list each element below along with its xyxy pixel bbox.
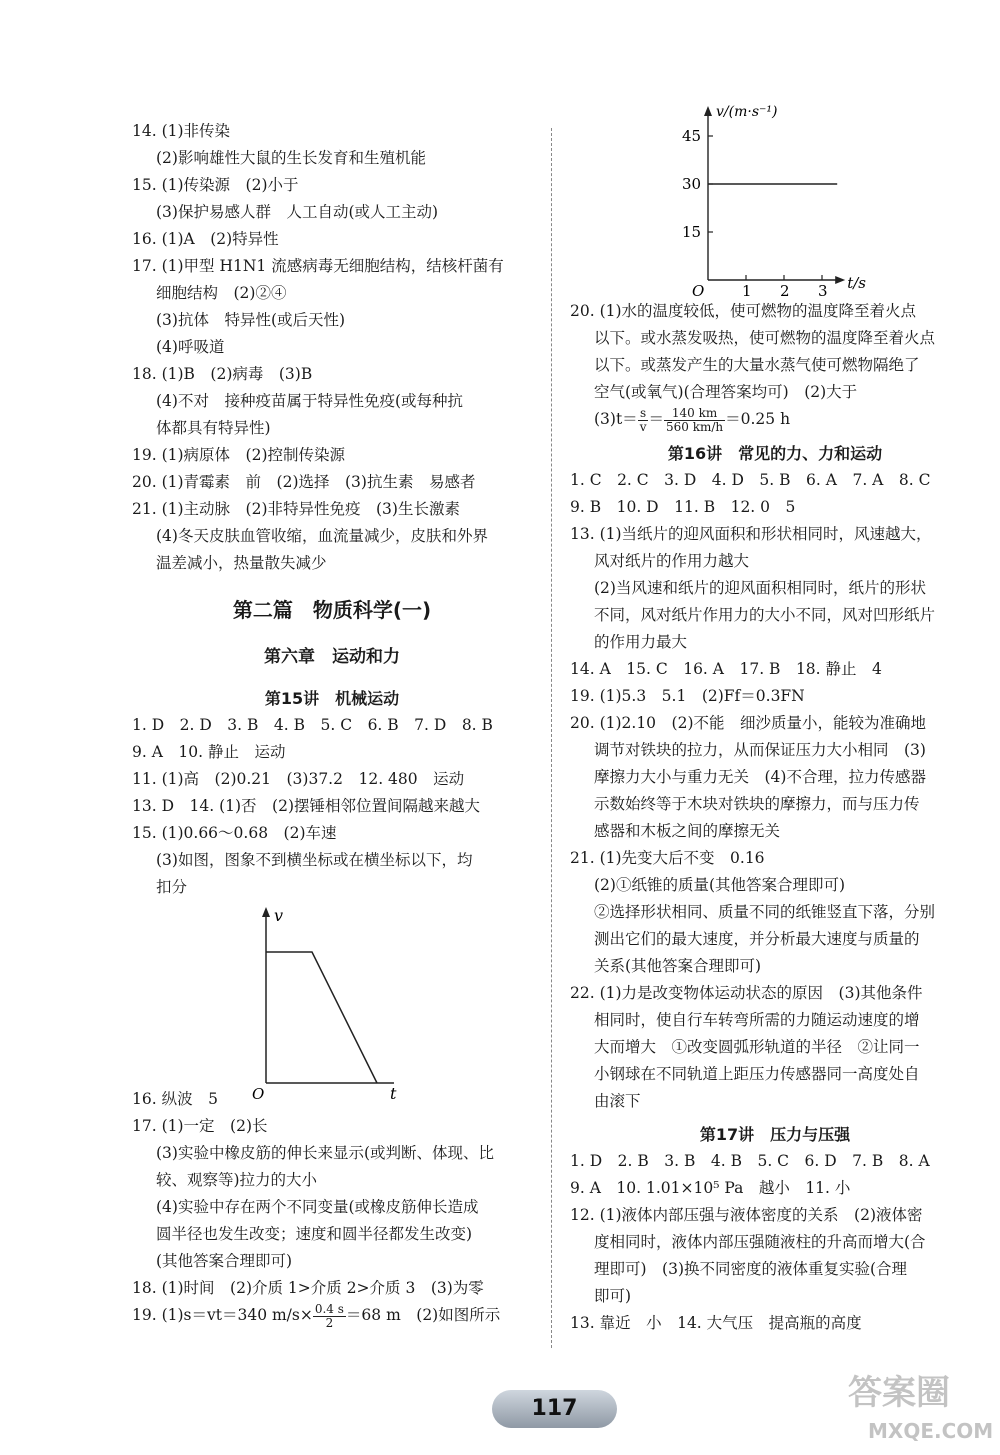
part-title: 第二篇 物质科学(一) — [232, 598, 432, 622]
answer-line: 20. (1)青霉素 前 (2)选择 (3)抗生素 易感者 — [132, 473, 476, 491]
y-axis-label: v/(m·s⁻¹) — [716, 104, 778, 120]
q20-3-eq: ＝ — [648, 410, 664, 428]
chapter-title: 第六章 运动和力 — [264, 647, 400, 667]
x-tick-label: 2 — [780, 282, 790, 300]
answer-line: 17. (1)一定 (2)长 — [132, 1117, 268, 1135]
answer-line: 17. (1)甲型 H1N1 流感病毒无细胞结构，结核杆菌有 — [132, 257, 504, 275]
answer-line: 摩擦力大小与重力无关 (4)不合理，拉力传感器 — [594, 767, 926, 786]
vt-x-label: t — [390, 1084, 397, 1103]
answer-line: ②选择形状相同、质量不同的纸锥竖直下落，分别 — [594, 902, 936, 921]
answer-line: 体都具有特异性) — [156, 419, 271, 437]
answer-line: (4)实验中存在两个不同变量(或橡皮筋伸长造成 — [156, 1198, 479, 1216]
svg-text:MXQE.COM: MXQE.COM — [868, 1419, 994, 1443]
answer-line: 细胞结构 (2)②④ — [156, 284, 287, 302]
answer-line: 20. (1)水的温度较低，使可燃物的温度降至着火点 — [570, 302, 917, 320]
x-axis-label: t/s — [847, 274, 866, 292]
answer-line: 即可) — [594, 1286, 632, 1305]
answer-line: 圆半径也发生改变；速度和圆半径都发生改变) — [156, 1225, 473, 1243]
answer-line: 1. C 2. C 3. D 4. D 5. B 6. A 7. A 8. C — [570, 470, 931, 489]
speed-chart-svg — [570, 104, 980, 300]
answer-line: 扣分 — [156, 878, 188, 896]
answer-line: 9. B 10. D 11. B 12. 0 5 — [570, 497, 796, 516]
x-tick-label: 1 — [742, 282, 752, 300]
answer-line: 13. (1)当纸片的迎风面积和形状相同时，风速越大， — [570, 524, 932, 543]
lecture-title: 第16讲 常见的力、力和运动 — [667, 443, 883, 463]
answer-line: 16. (1)A (2)特异性 — [132, 230, 279, 248]
answer-line: 调节对铁块的拉力，从而保证压力大小相同 (3) — [594, 740, 926, 759]
origin-label: O — [692, 282, 705, 300]
answer-line: 1. D 2. D 3. B 4. B 5. C 6. B 7. D 8. B — [132, 716, 493, 734]
x-arrow-icon — [835, 276, 845, 284]
answer-line: (2)当风速和纸片的迎风面积相同时，纸片的形状 — [594, 578, 926, 597]
q19-fraction — [313, 1303, 346, 1330]
answer-line: 较、观察等)拉力的大小 — [156, 1171, 318, 1189]
q20-3-frac1 — [638, 407, 649, 434]
answer-line: (其他答案合理即可) — [156, 1252, 293, 1270]
answer-line: 14. (1)非传染 — [132, 122, 231, 140]
answer-line: (4)呼吸道 — [156, 338, 225, 356]
answer-line: 13. D 14. (1)否 (2)摆锤相邻位置间隔越来越大 — [132, 797, 480, 815]
answer-line: 理即可) (3)换不同密度的液体重复实验(合理 — [594, 1259, 908, 1278]
right-column — [570, 104, 980, 1337]
answer-line: 大而增大 ①改变圆弧形轨道的半径 ②让同一 — [594, 1037, 920, 1056]
frac2-den: 560 km/h — [665, 419, 724, 434]
answer-line: (3)保护易感人群 人工自动(或人工主动) — [156, 203, 439, 221]
answer-line: 空气(或氧气)(合理答案均可) (2)大于 — [594, 383, 858, 401]
answer-line: 以下。或蒸发产生的大量水蒸气使可燃物隔绝了 — [594, 356, 920, 374]
svg-text:答案圈: 答案圈 — [848, 1373, 950, 1413]
answer-line: (3)抗体 特异性(或后天性) — [156, 311, 346, 329]
answer-line: 示数始终等于木块对铁块的摩擦力，而与压力传 — [594, 794, 920, 813]
y-arrow-icon — [262, 907, 270, 917]
answer-line: 12. (1)液体内部压强与液体密度的关系 (2)液体密 — [570, 1205, 923, 1224]
q19-den: 2 — [325, 1315, 334, 1330]
q19-prefix: 19. (1)s＝vt＝340 m/s× — [132, 1306, 313, 1324]
y-tick-label: 45 — [682, 127, 702, 145]
column-divider — [551, 128, 552, 1348]
answer-line: 测出它们的最大速度，并分析最大速度与质量的 — [594, 929, 920, 948]
answer-line: 19. (1)5.3 5.1 (2)Ff＝0.3FN — [570, 686, 805, 705]
answer-line: 9. A 10. 静止 运动 — [132, 743, 286, 761]
answer-line: (3)如图，图象不到横坐标或在横坐标以下，均 — [156, 851, 473, 869]
answer-line: 13. 靠近 小 14. 大气压 提高瓶的高度 — [570, 1313, 862, 1332]
answer-line: 由滚下 — [594, 1091, 641, 1110]
q20-3-prefix: (3)t＝ — [594, 410, 638, 428]
page-number: 117 — [492, 1390, 617, 1428]
answer-line: 风对纸片的作用力越大 — [594, 551, 750, 570]
answer-line: (4)不对 接种疫苗属于特异性免疫(或每种抗 — [156, 392, 464, 410]
answer-line: 16. 纵波 5 — [132, 1090, 218, 1108]
q19-suffix: ＝68 m (2)如图所示 — [345, 1306, 501, 1324]
speed-chart — [570, 104, 980, 300]
answer-line: (3)实验中橡皮筋的伸长来显示(或判断、体现、比 — [156, 1144, 495, 1162]
y-arrow-icon — [704, 106, 712, 116]
vt-y-label: v — [274, 906, 284, 925]
answer-line: 以下。或水蒸发吸热，使可燃物的温度降至着火点 — [594, 329, 936, 347]
left-column — [132, 118, 532, 1330]
vt-origin: O — [252, 1085, 265, 1103]
answer-line: (2)影响雄性大鼠的生长发育和生殖机能 — [156, 149, 426, 167]
q20-3-frac2 — [664, 407, 725, 434]
answer-line: (2)①纸锥的质量(其他答案合理即可) — [594, 875, 846, 894]
answer-line: 不同，风对纸片作用力的大小不同，风对凹形纸片 — [594, 605, 936, 624]
answer-line: 15. (1)传染源 (2)小于 — [132, 176, 299, 194]
answer-line: 22. (1)力是改变物体运动状态的原因 (3)其他条件 — [570, 983, 923, 1002]
answer-line: 14. A 15. C 16. A 17. B 18. 静止 4 — [570, 659, 882, 678]
frac2-num: 140 km — [664, 407, 725, 421]
answer-line-q20-3 — [570, 406, 980, 434]
watermark-logo — [840, 1360, 994, 1445]
answer-line: 的作用力最大 — [594, 632, 688, 651]
answer-line: (4)冬天皮肤血管收缩，血流量减少，皮肤和外界 — [156, 527, 488, 545]
lecture-title: 第15讲 机械运动 — [264, 689, 400, 708]
answer-line: 21. (1)主动脉 (2)非特异性免疫 (3)生长激素 — [132, 500, 460, 518]
answer-line: 19. (1)病原体 (2)控制传染源 — [132, 446, 345, 464]
x-tick-label: 3 — [818, 282, 828, 300]
answer-line: 度相同时，液体内部压强随液柱的升高而增大(合 — [594, 1232, 926, 1251]
answer-line: 20. (1)2.10 (2)不能 细沙质量小，能较为准确地 — [570, 713, 927, 732]
answer-line: 感器和木板之间的摩擦无关 — [594, 821, 781, 840]
answer-line: 小钢球在不同轨道上距压力传感器同一高度处自 — [594, 1064, 920, 1083]
answer-line: 温差减小，热量散失减少 — [156, 554, 327, 572]
lecture-title: 第17讲 压力与压强 — [699, 1124, 851, 1144]
answer-line: 21. (1)先变大后不变 0.16 — [570, 848, 765, 867]
y-tick-label: 15 — [682, 223, 702, 241]
answer-line: 1. D 2. B 3. B 4. B 5. C 6. D 7. B 8. A — [570, 1151, 930, 1170]
answer-line: 15. (1)0.66～0.68 (2)车速 — [132, 824, 337, 842]
q20-3-suffix: ＝0.25 h — [725, 410, 791, 428]
answer-line: 11. (1)高 (2)0.21 (3)37.2 12. 480 运动 — [132, 770, 465, 788]
vt-curve — [266, 952, 377, 1083]
answer-line: 9. A 10. 1.01×10⁵ Pa 越小 11. 小 — [570, 1178, 851, 1197]
answer-line-q19 — [132, 1302, 532, 1330]
q19-num: 0.4 s — [314, 1301, 344, 1316]
frac1-den: v — [639, 419, 647, 434]
y-tick-label: 30 — [682, 175, 702, 193]
answer-line: 相同时，使自行车转弯所需的力随运动速度的增 — [594, 1010, 920, 1029]
frac1-num: s — [638, 407, 649, 421]
answer-line: 关系(其他答案合理即可) — [594, 956, 762, 975]
answer-line: 18. (1)时间 (2)介质 1>介质 2>介质 3 (3)为零 — [132, 1279, 484, 1297]
answer-line: 18. (1)B (2)病毒 (3)B — [132, 365, 313, 383]
